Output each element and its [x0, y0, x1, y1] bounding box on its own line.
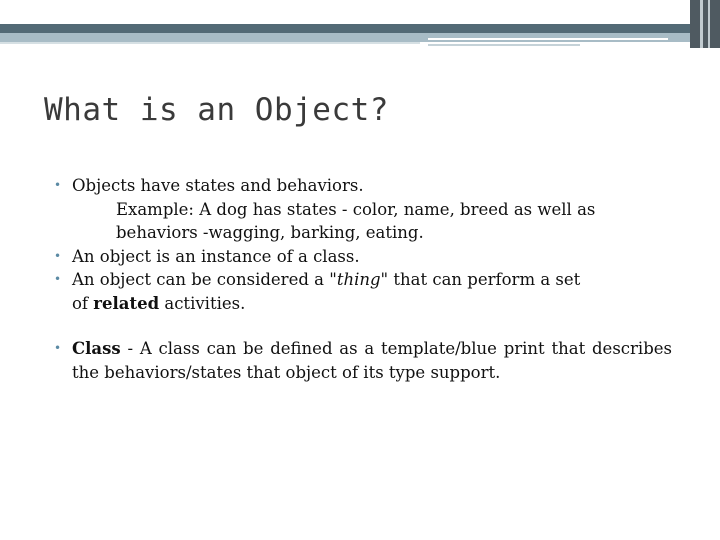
header-corner-block	[690, 0, 720, 48]
bullet-text: An object can be considered a "	[72, 270, 337, 289]
bold-text: related	[93, 293, 160, 313]
bullet-icon: •	[54, 178, 62, 192]
bullet-item	[54, 245, 674, 269]
bold-text: Class	[72, 339, 121, 358]
header-thin-line	[428, 38, 668, 40]
emphasis-text: thing	[336, 270, 381, 289]
bullet-item	[54, 337, 672, 384]
spacer	[54, 315, 674, 337]
bullet-text: Objects have states and behaviors.	[72, 176, 364, 195]
bullet-text: activities.	[159, 293, 246, 313]
slide-body	[54, 174, 674, 384]
sub-text-line: behaviors -wagging, barking, eating.	[116, 223, 424, 242]
header-band-top	[0, 0, 720, 24]
header-corner-stripe	[700, 0, 703, 48]
header-band-dark	[0, 24, 720, 33]
bullet-icon: •	[54, 341, 62, 355]
slide-title: What is an Object?	[44, 92, 389, 128]
bullet-item	[54, 268, 674, 315]
bullet-text: An object is an instance of a class.	[72, 246, 360, 266]
header-corner-stripe	[708, 0, 710, 48]
bullet-text: of	[72, 293, 94, 313]
bullet-text: " that can perform a set	[380, 270, 581, 289]
bullet-item	[54, 174, 674, 198]
header-thin-line	[0, 42, 420, 44]
bullet-icon: •	[54, 272, 62, 286]
sub-text-line: Example: A dog has states - color, name, breed as well as	[116, 199, 596, 219]
bullet-icon: •	[54, 248, 62, 263]
sub-item	[54, 198, 674, 245]
header-thin-line	[428, 44, 580, 46]
bullet-text: - A class can be defined as a template/blue print that describes the behaviors/states that object of its type support.	[72, 339, 672, 382]
